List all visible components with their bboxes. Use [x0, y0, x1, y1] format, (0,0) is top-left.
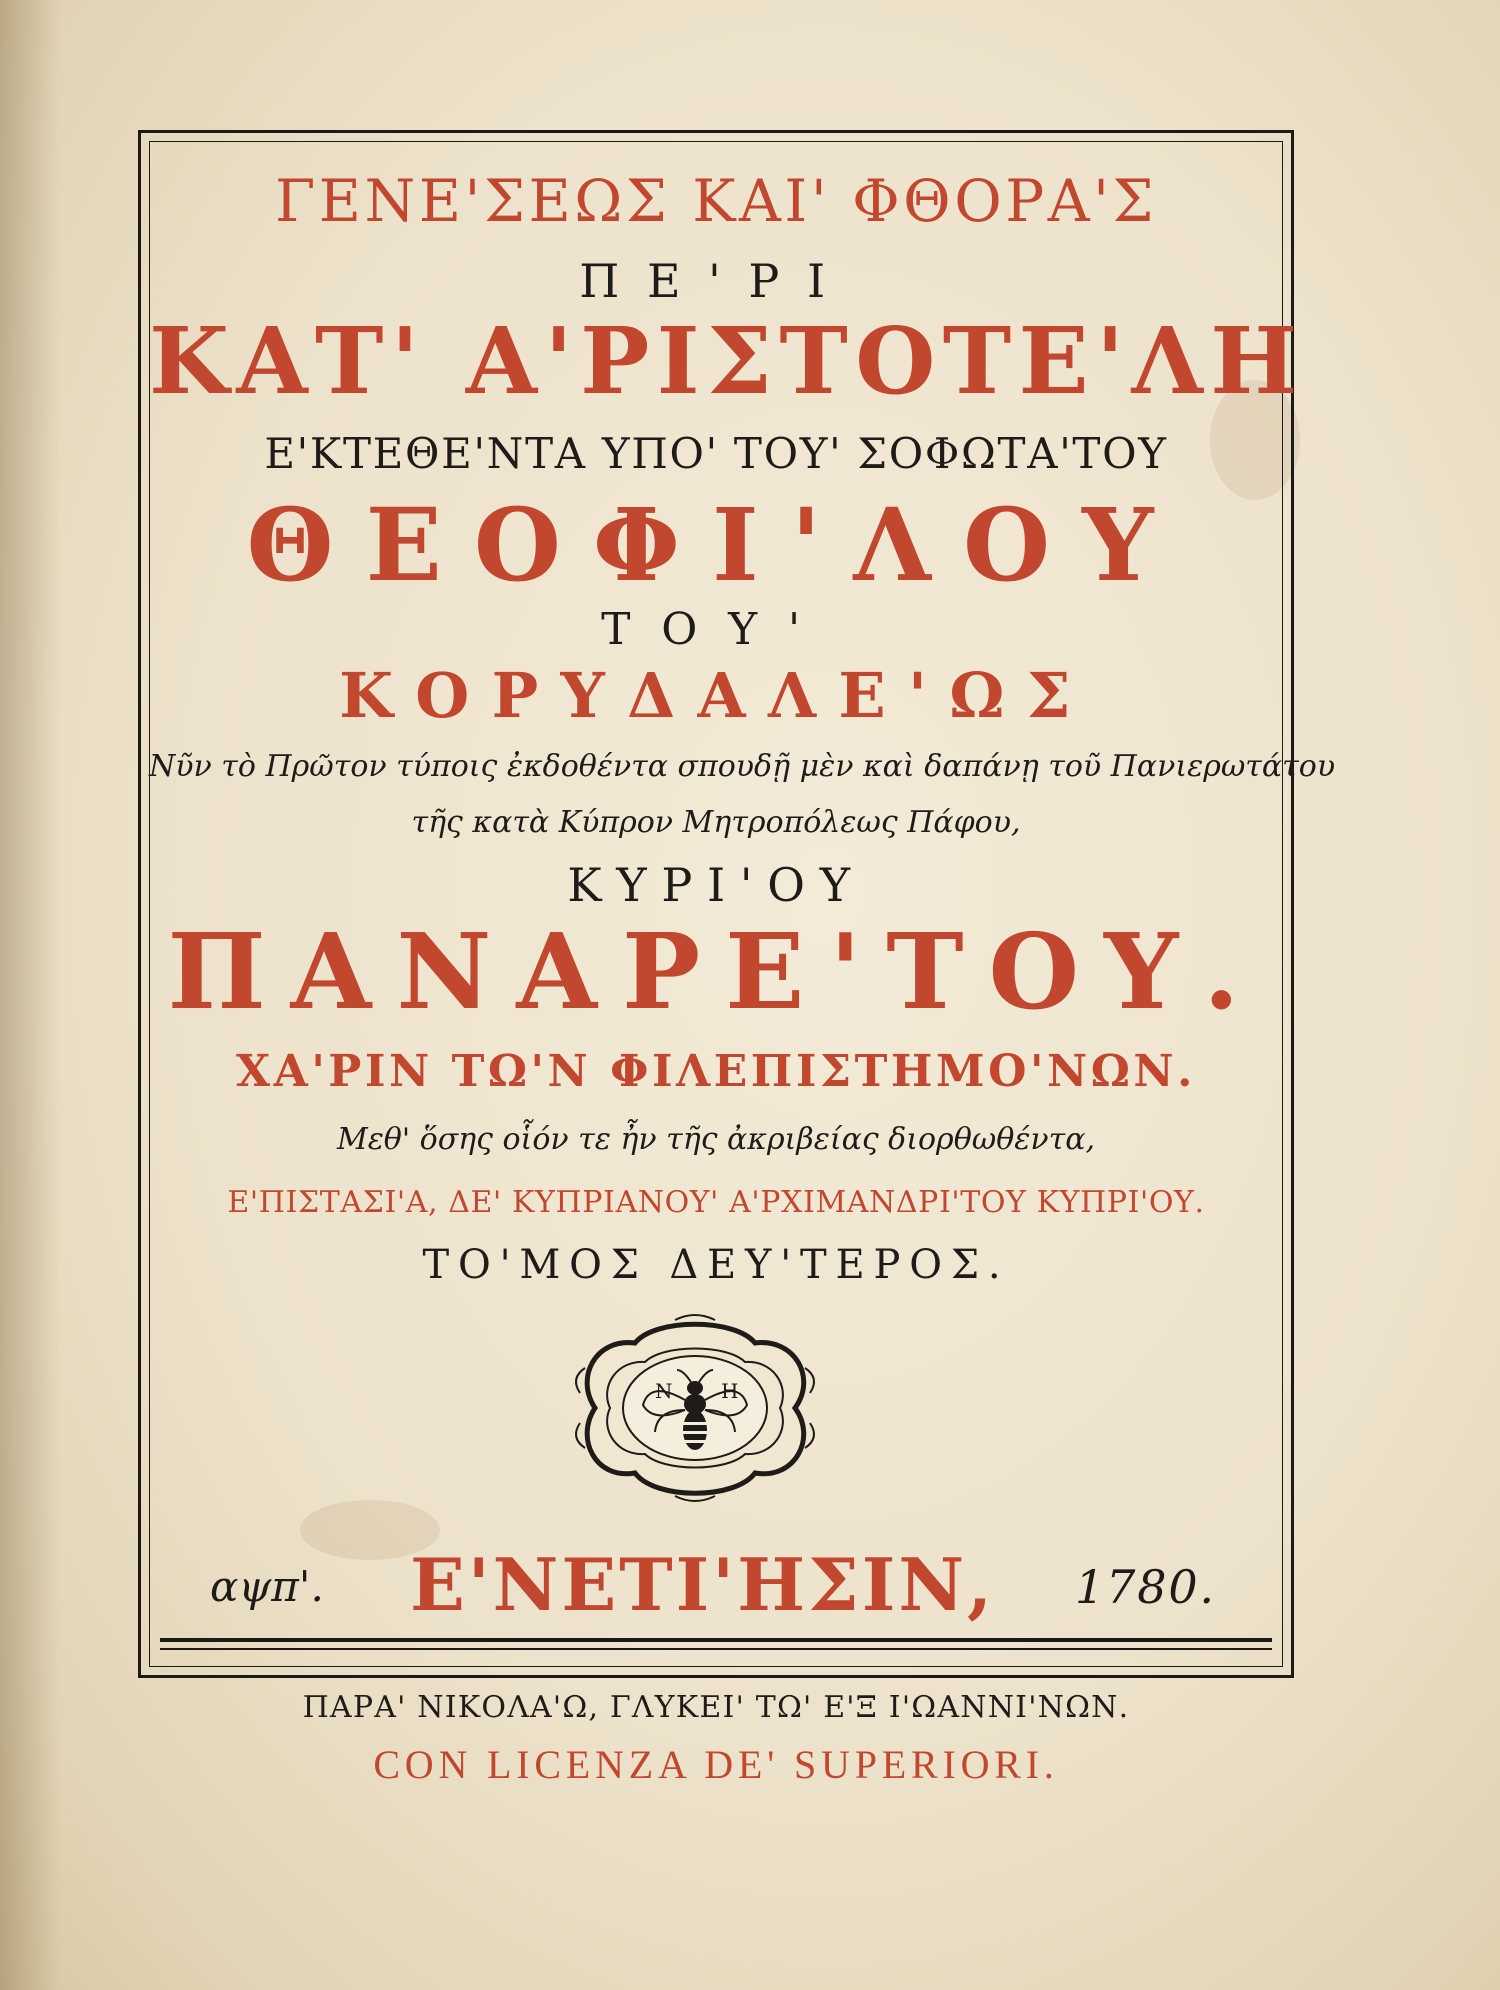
- correction-note: Μεθ' ὅσης οἷόν τε ἦν τῆς ἀκριβείας διορθωθέντα,: [336, 1122, 1096, 1157]
- bee-printer-mark-emblem: [555, 1308, 835, 1508]
- dedication-line-2: τῆς κατὰ Κύπρον Μητροπόλεως Πάφου,: [411, 805, 1021, 840]
- emblem-letter-left: Ν: [655, 1379, 673, 1403]
- title-line-charin: ΧΑ'ΡΙΝ ΤΩ'Ν ΦΙΛΕΠΙΣΤΗΜΟ'ΝΩΝ.: [236, 1046, 1196, 1097]
- emblem-letter-right: Η: [721, 1379, 739, 1403]
- title-line-peri: ΠΕ'ΡΙ: [579, 254, 853, 308]
- dedication-line-1: Νῦν τὸ Πρῶτον τύποις ἐκδοθέντα σπουδῇ μὲν καὶ δαπάνῃ τοῦ Πανιερωτάτου: [149, 749, 1336, 784]
- license-line: CON LICENZA DE' SUPERIORI.: [373, 1742, 1059, 1787]
- title-line-aristotle: ΚΑΤ' Α'ΡΙΣΤΟΤΕ'ΛΗ: [149, 307, 1305, 415]
- city-venice: Ε'ΝΕΤΙ'ΗΣΙΝ,: [410, 1542, 995, 1627]
- title-line-tou: ΤΟΥ': [601, 604, 831, 655]
- year-greek-numerals: αψπ'.: [210, 1562, 324, 1611]
- rule-thick: [160, 1638, 1272, 1642]
- rule-thin: [160, 1648, 1272, 1650]
- patron-name-panaretou: ΠΑΝΑΡΕ'ΤΟΥ.: [167, 910, 1265, 1033]
- spine-shadow: [0, 0, 60, 1990]
- title-line-genesis: ΓΕΝΕ'ΣΕΩΣ ΚΑΙ' ΦΘΟΡΑ'Σ: [274, 167, 1158, 235]
- editor-line: Ε'ΠΙΣΤΑΣΙ'Α, ΔΕ' ΚΥΠΡΙΑΝΟΥ' Α'ΡΧΙΜΑΝΔΡΙ'ΤΟΥ ΚΥΠΡΙ'ΟΥ.: [227, 1185, 1205, 1220]
- printer-line: ΠΑΡΑ' ΝΙΚΟΛΑ'Ω, ΓΛΥΚΕΙ' ΤΩ' Ε'Ξ Ι'ΩΑΝΝΙ'ΝΩΝ.: [302, 1690, 1130, 1725]
- title-line-kyriou: ΚΥΡΙ'ΟΥ: [567, 858, 865, 912]
- author-name-theophilos: ΘΕΟΦΙ'ΛΟΥ: [246, 486, 1186, 604]
- volume-line: ΤΟ'ΜΟΣ ΔΕΥ'ΤΕΡΟΣ.: [422, 1242, 1010, 1288]
- author-surname-korydaleos: ΚΟΡΥΔΑΛΕ'ΩΣ: [339, 659, 1093, 732]
- title-line-ektethenta: Ε'ΚΤΕΘΕ'ΝΤΑ ΥΠΟ' ΤΟΥ' ΣΟΦΩΤΑ'ΤΟΥ: [264, 429, 1168, 478]
- year-arabic: 1780.: [1075, 1560, 1216, 1614]
